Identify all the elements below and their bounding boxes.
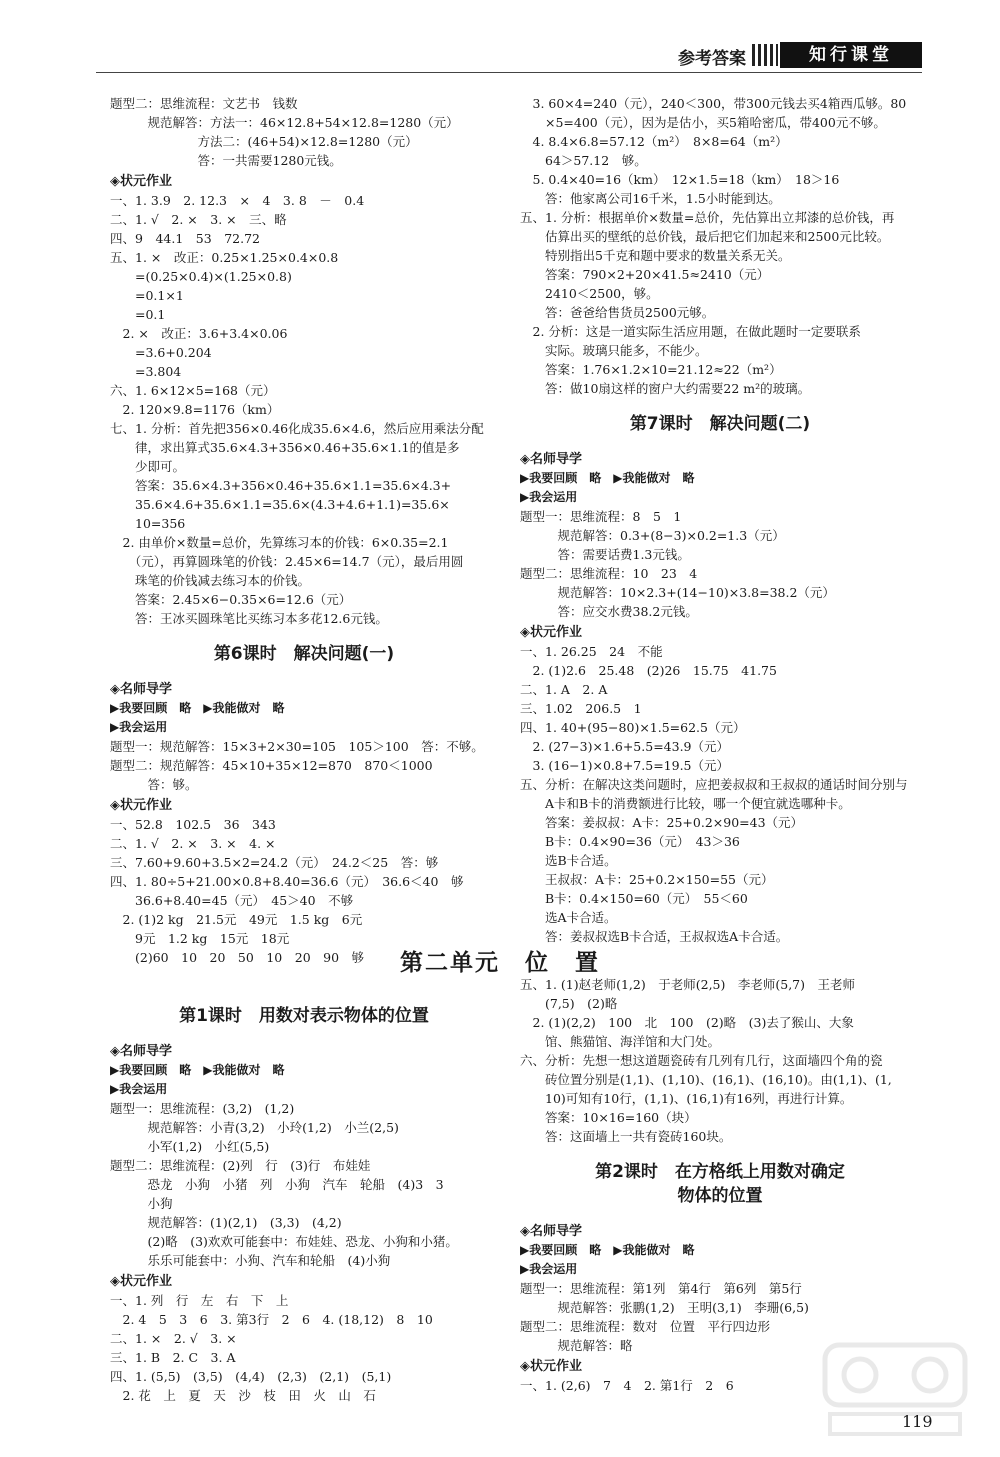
text-line: 答案：姜叔叔：A卡：25+0.2×90=43（元） (520, 815, 804, 830)
right-column-top (520, 94, 920, 946)
text-line: B卡：0.4×150=60（元） 55＜60 (520, 891, 748, 906)
text-line: 七、1. 分析：首先把356×0.46化成35.6×4.6，然后应用乘法分配 (110, 421, 484, 436)
text-line: 10=356 (110, 516, 186, 531)
left-column-bottom (110, 990, 498, 1405)
text-line: 答案：790×2+20×41.5≈2410（元） (520, 267, 770, 282)
text-line: (7,5) (2)略 (520, 996, 618, 1011)
sub-heading: ▶我要回顾 略 ▶我能做对 略 (110, 701, 285, 715)
text-line: 题型一：规范解答：15×3+2×30=105 105＞100 答：不够。 (110, 739, 484, 754)
text-line: 选B卡合适。 (520, 853, 617, 868)
text-line: 估算出买的壁纸的总价钱，最后把它们加起来和2500元比较。 (520, 229, 890, 244)
text-line: 规范解答：0.3+(8−3)×0.2=1.3（元） (520, 528, 785, 543)
text-line: =3.6+0.204 (110, 345, 212, 360)
text-line: B卡：0.4×90=36（元） 43＞36 (520, 834, 740, 849)
text-line: 2. (1)2.6 25.48 (2)26 15.75 41.75 (520, 663, 777, 678)
text-line: 答：够。 (110, 777, 198, 792)
text-line: 王叔叔：A卡：25+0.2×150=55（元） (520, 872, 774, 887)
unit-title: 第二单元 位 置 (400, 950, 600, 976)
sub-heading: ▶我要回顾 略 ▶我能做对 略 (520, 1243, 695, 1257)
text-line: 答：需要话费1.3元钱。 (520, 547, 690, 562)
header-rule (96, 72, 922, 73)
text-line: 五、1. (1)赵老师(1,2) 于老师(2,5) 李老师(5,7) 王老师 (520, 977, 856, 992)
text-line: 答：这面墙上一共有瓷砖160块。 (520, 1129, 732, 1144)
section-heading: ◈状元作业 (110, 1274, 172, 1289)
text-line: 答：姜叔叔选B卡合适，王叔叔选A卡合适。 (520, 929, 789, 944)
text-line: 律，求出算式35.6×4.3+356×0.46+35.6×1.1的值是多 (110, 440, 460, 455)
text-line: 2. 4 5 3 6 3. 第3行 2 6 4. (18,12) 8 10 (110, 1312, 433, 1327)
sub-heading: ▶我要回顾 略 ▶我能做对 略 (520, 471, 695, 485)
text-line: 36.6+8.40=45（元） 45＞40 不够 (110, 893, 354, 908)
text-line: 规范解答：10×2.3+(14−10)×3.8=38.2（元） (520, 585, 835, 600)
sub-heading: ▶我会运用 (520, 1262, 578, 1276)
text-line: 9元 1.2 kg 15元 18元 (110, 931, 290, 946)
text-line: 2. (27−3)×1.6+5.5=43.9（元） (520, 739, 729, 754)
text-line: 2410＜2500，够。 (520, 286, 659, 301)
text-line: 规范解答：方法一：46×12.8+54×12.8=1280（元） (110, 115, 459, 130)
text-line: =0.1 (110, 307, 166, 322)
text-line: =(0.25×0.4)×(1.25×0.8) (110, 269, 292, 284)
text-line: 六、1. 6×12×5=168（元） (110, 383, 276, 398)
text-line: 规范解答：略 (520, 1338, 633, 1353)
text-line: 2. 120×9.8=1176（km） (110, 402, 280, 417)
text-line: 一、1. 26.25 24 不能 (520, 644, 663, 659)
text-line: 2. × 改正：3.6+3.4×0.06 (110, 326, 288, 341)
text-line: (2)60 10 20 50 10 20 90 够 (110, 950, 365, 965)
section-heading: ◈名师导学 (110, 1044, 172, 1059)
text-line: 4. 8.4×6.8=57.12（m²） 8×8=64（m²） (520, 134, 788, 149)
text-line: 10)可知有10行，(1,1)、(16,1)有16列，再进行计算。 (520, 1091, 853, 1106)
left-column-top (110, 94, 498, 967)
text-line: 一、1. 列 行 左 右 下 上 (110, 1293, 289, 1308)
text-line: 小军(1,2) 小红(5,5) (110, 1139, 270, 1154)
section-heading: ◈名师导学 (520, 452, 582, 467)
watermark-logo (820, 1340, 970, 1440)
text-line: 答：一共需要1280元钱。 (110, 153, 342, 168)
text-line: 题型二：思维流程：10 23 4 (520, 566, 698, 581)
text-line: 砖位置分别是(1,1)、(1,10)、(16,1)、(16,10)。由(1,1)、(1, (520, 1072, 892, 1087)
text-line: 题型二：思维流程：数对 位置 平行四边形 (520, 1319, 771, 1334)
text-line: 题型一：思维流程：(3,2) (1,2) (110, 1101, 295, 1116)
text-line: 一、1. (2,6) 7 4 2. 第1行 2 6 (520, 1378, 734, 1393)
section-heading: ◈名师导学 (110, 682, 172, 697)
text-line: 答案：1.76×1.2×10=21.12≈22（m²） (520, 362, 782, 377)
right-column-bottom (520, 975, 920, 1395)
text-line: 规范解答：张鹏(1,2) 王明(3,1) 李珊(6,5) (520, 1300, 809, 1315)
text-line: 三、1. B 2. C 3. A (110, 1350, 236, 1365)
text-line: 题型二：规范解答：45×10+35×12=870 870＜1000 (110, 758, 433, 773)
text-line: 答：爸爸给售货员2500元够。 (520, 305, 715, 320)
text-line: 64＞57.12 够。 (520, 153, 647, 168)
text-line: 一、52.8 102.5 36 343 (110, 817, 276, 832)
sub-heading: ▶我会运用 (110, 720, 168, 734)
text-line: 题型二：思维流程：(2)列 行 (3)行 布娃娃 (110, 1158, 371, 1173)
text-line: ×5=400（元），因为是估小，买5箱哈密瓜，带400元不够。 (520, 115, 886, 130)
text-line: 2. (1)2 kg 21.5元 49元 1.5 kg 6元 (110, 912, 363, 927)
text-line: 恐龙 小狗 小猪 列 小狗 汽车 轮船 (4)3 3 (110, 1177, 444, 1192)
text-line: 题型二：思维流程：文艺书 钱数 (110, 96, 298, 111)
text-line: 六、分析：先想一想这道题瓷砖有几列有几行，这面墙四个角的瓷 (520, 1053, 883, 1068)
text-line: 二、1. √ 2. × 3. × 三、略 (110, 212, 287, 227)
text-line: 四、9 44.1 53 72.72 (110, 231, 260, 246)
text-line: 珠笔的价钱减去练习本的价钱。 (110, 573, 311, 588)
text-line: 答案：35.6×4.3+356×0.46+35.6×1.1=35.6×4.3+ (110, 478, 452, 493)
text-line: 题型一：思维流程：第1列 第4行 第6列 第5行 (520, 1281, 802, 1296)
text-line: 小狗 (110, 1196, 173, 1211)
text-line: 五、1. 分析：根据单价×数量=总价，先估算出立邦漆的总价钱，再 (520, 210, 895, 225)
section-heading: ◈状元作业 (110, 174, 172, 189)
text-line: 方法二：(46+54)×12.8=1280（元） (110, 134, 418, 149)
text-line: 四、1. 80÷5+21.00×0.8+8.40=36.6（元） 36.6＜40 够 (110, 874, 464, 889)
text-line: 三、7.60+9.60+3.5×2=24.2（元） 24.2＜25 答：够 (110, 855, 439, 870)
text-line: 5. 0.4×40=16（km） 12×1.5=18（km） 18＞16 (520, 172, 840, 187)
text-line: 馆、熊猫馆、海洋馆和大门处。 (520, 1034, 721, 1049)
section-heading: ◈状元作业 (520, 625, 582, 640)
text-line: 二、1. A 2. A (520, 682, 608, 697)
sub-heading: ▶我会运用 (110, 1082, 168, 1096)
text-line: 答：做10扇这样的窗户大约需要22 m²的玻璃。 (520, 381, 811, 396)
section-heading: ◈状元作业 (520, 1359, 582, 1374)
text-line: 二、1. √ 2. × 3. × 4. × (110, 836, 276, 851)
text-line: 实际。玻璃只能多，不能少。 (520, 343, 708, 358)
text-line: 2. (1)(2,2) 100 北 100 (2)略 (3)去了猴山、大象 (520, 1015, 854, 1030)
text-line: =3.804 (110, 364, 182, 379)
text-line: 答：应交水费38.2元钱。 (520, 604, 698, 619)
header-title: 参考答案 (678, 49, 746, 69)
sub-heading: ▶我会运用 (520, 490, 578, 504)
header-bars (752, 44, 778, 66)
text-line: 五、分析：在解决这类问题时，应把姜叔叔和王叔叔的通话时间分别与 (520, 777, 908, 792)
text-line: =0.1×1 (110, 288, 184, 303)
lesson-heading: 第2课时 在方格纸上用数对确定 物体的位置 (595, 1162, 845, 1206)
text-line: （元），再算圆珠笔的价钱：2.45×6=14.7（元），最后用圆 (110, 554, 464, 569)
text-line: 2. 由单价×数量=总价，先算练习本的价钱：6×0.35=2.1 (110, 535, 449, 550)
section-heading: ◈名师导学 (520, 1224, 582, 1239)
text-line: 3. 60×4=240（元），240＜300，带300元钱去买4箱西瓜够。80 (520, 96, 907, 111)
header-brand: 知行课堂 (780, 42, 922, 68)
text-line: (2)略 (3)欢欢可能套中：布娃娃、恐龙、小狗和小猪。 (110, 1234, 458, 1249)
text-line: 规范解答：(1)(2,1) (3,3) (4,2) (110, 1215, 342, 1230)
text-line: 选A卡合适。 (520, 910, 617, 925)
lesson-heading: 第7课时 解决问题(二) (629, 414, 811, 434)
text-line: 3. (16−1)×0.8+7.5=19.5（元） (520, 758, 729, 773)
text-line: 答案：10×16=160（块） (520, 1110, 697, 1125)
text-line: 2. 花 上 夏 天 沙 枝 田 火 山 石 (110, 1388, 376, 1403)
section-heading: ◈状元作业 (110, 798, 172, 813)
text-line: 四、1. (5,5) (3,5) (4,4) (2,3) (2,1) (5,1) (110, 1369, 392, 1384)
text-line: 35.6×4.6+35.6×1.1=35.6×(4.3+4.6+1.1)=35.6× (110, 497, 450, 512)
sub-heading: ▶我要回顾 略 ▶我能做对 略 (110, 1063, 285, 1077)
text-line: 特别指出5千克和题中要求的数量关系无关。 (520, 248, 791, 263)
text-line: 四、1. 40+(95−80)×1.5=62.5（元） (520, 720, 746, 735)
text-line: A卡和B卡的消费额进行比较，哪一个便宜就选哪种卡。 (520, 796, 851, 811)
text-line: 题型一：思维流程：8 5 1 (520, 509, 682, 524)
text-line: 2. 分析：这是一道实际生活应用题，在做此题时一定要联系 (520, 324, 861, 339)
text-line: 答案：2.45×6−0.35×6=12.6（元） (110, 592, 352, 607)
text-line: 三、1.02 206.5 1 (520, 701, 642, 716)
text-line: 答：他家离公司16千米，1.5小时能到达。 (520, 191, 781, 206)
text-line: 一、1. 3.9 2. 12.3 × 4 3. 8 － 0.4 (110, 193, 365, 208)
text-line: 二、1. × 2. √ 3. × (110, 1331, 237, 1346)
text-line: 答：王冰买圆珠笔比买练习本多花12.6元钱。 (110, 611, 388, 626)
lesson-heading: 第6课时 解决问题(一) (213, 644, 395, 664)
page-header (96, 42, 922, 70)
page-number: 119 (902, 1412, 933, 1431)
text-line: 少即可。 (110, 459, 186, 474)
lesson-heading: 第1课时 用数对表示物体的位置 (179, 1006, 429, 1026)
text-line: 五、1. × 改正：0.25×1.25×0.4×0.8 (110, 250, 339, 265)
text-line: 规范解答：小青(3,2) 小玲(1,2) 小兰(2,5) (110, 1120, 399, 1135)
text-line: 乐乐可能套中：小狗、汽车和轮船 (4)小狗 (110, 1253, 391, 1268)
